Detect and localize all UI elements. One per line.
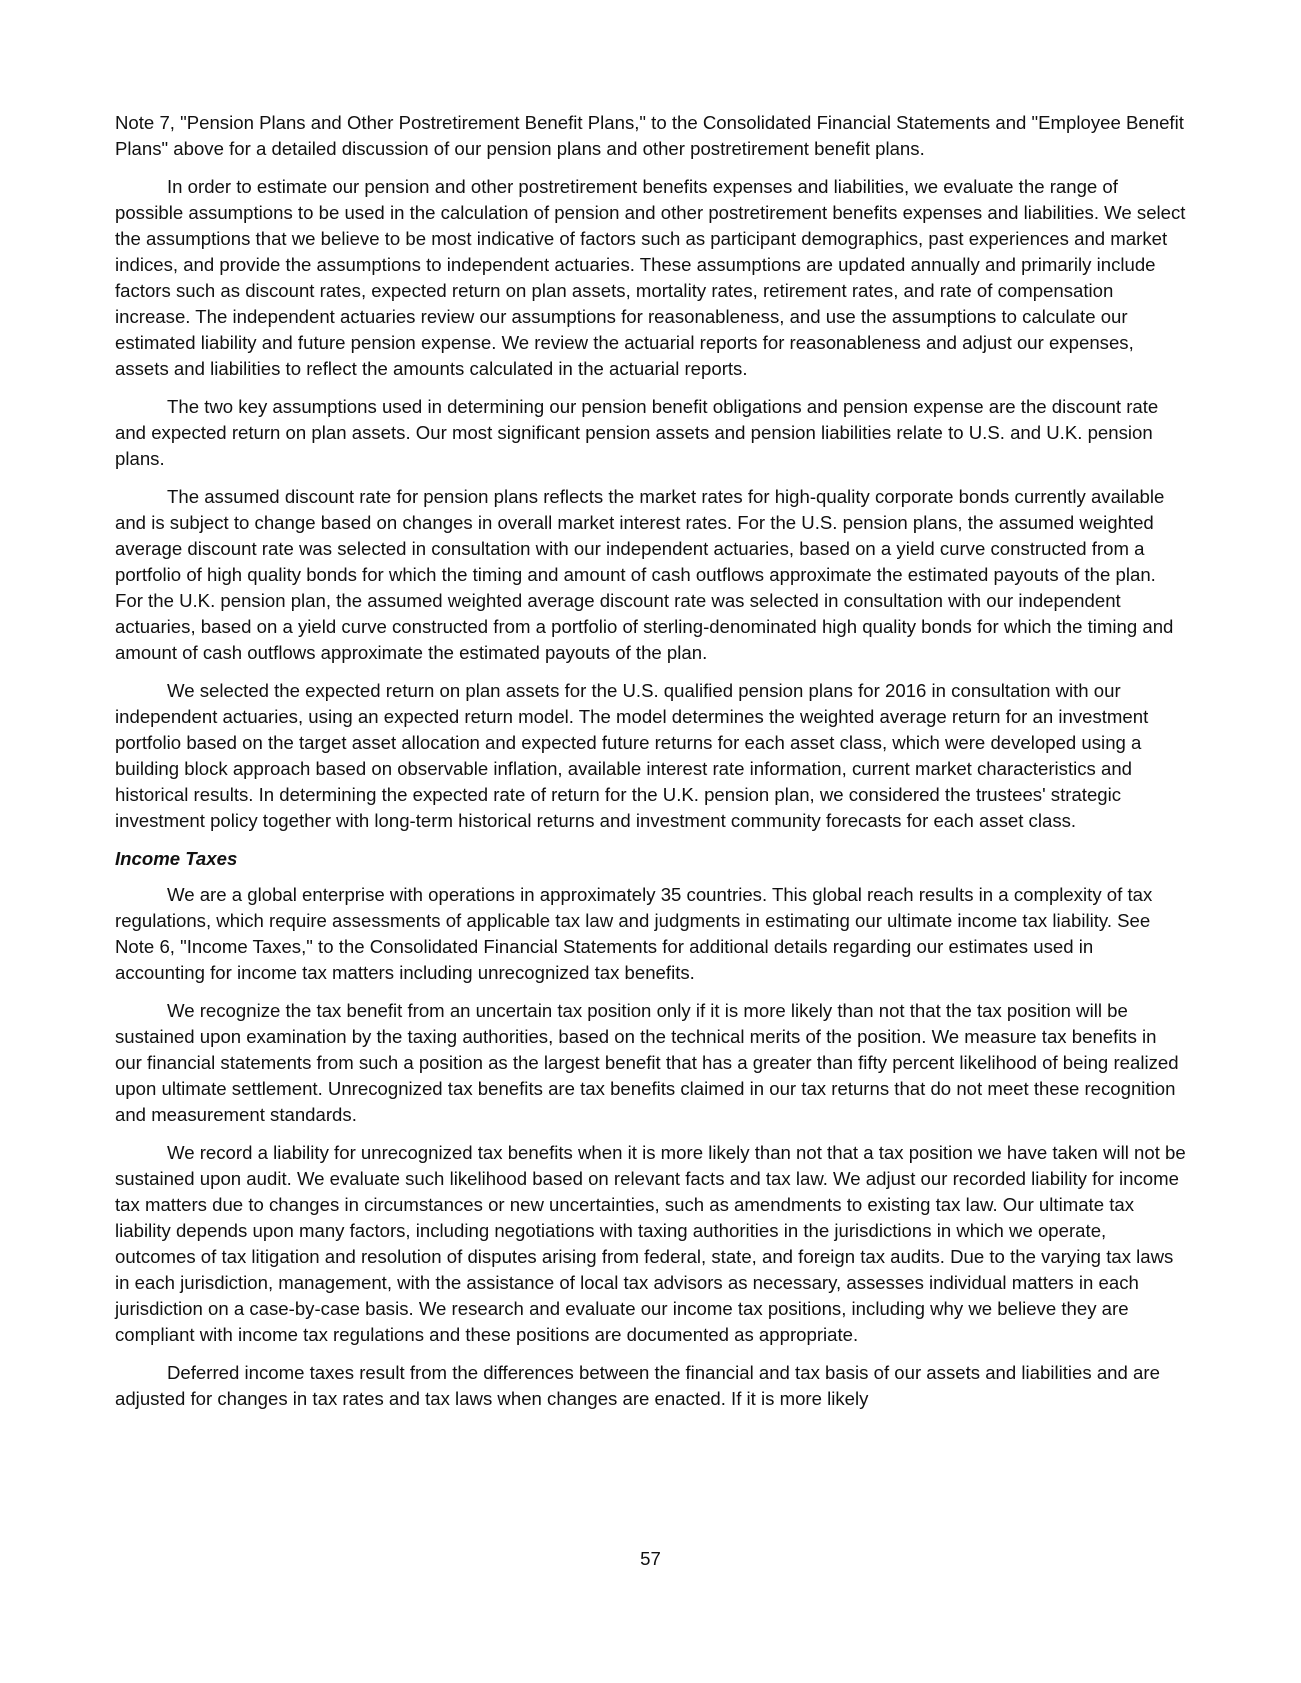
- paragraph-unrecognized-tax-liability: We record a liability for unrecognized tax benefits when it is more likely than not that a tax position we have taken will not be sustained upon audit. We evaluate such likelihood based on relevant facts and tax law. We adjust our recorded liability for income tax matters due to changes in circumstances or new uncertainties, such as amendments to existing tax law. Our ultimate tax liability depends upon many factors, including negotiations with taxing authorities in the jurisdictions in which we operate, outcomes of tax litigation and resolution of disputes arising from federal, state, and foreign tax audits. Due to the varying tax laws in each jurisdiction, management, with the assistance of local tax advisors as necessary, assesses individual matters in each jurisdiction on a case-by-case basis. We research and evaluate our income tax positions, including why we believe they are compliant with income tax regulations and these positions are documented as appropriate.: [115, 1142, 1186, 1345]
- paragraph-pension-assumptions: In order to estimate our pension and other postretirement benefits expenses and liabilities, we evaluate the range of possible assumptions to be used in the calculation of pension and other postretirement benefits expenses and liabilities. We select the assumptions that we believe to be most indicative of factors such as participant demographics, past experiences and market indices, and provide the assumptions to independent actuaries. These assumptions are updated annually and primarily include factors such as discount rates, expected return on plan assets, mortality rates, retirement rates, and rate of compensation increase. The independent actuaries review our assumptions for reasonableness, and use the assumptions to calculate our estimated liability and future pension expense. We review the actuarial reports for reasonableness and adjust our expenses, assets and liabilities to reflect the amounts calculated in the actuarial reports.: [115, 176, 1186, 379]
- document-body: [115, 110, 1187, 1424]
- paragraph-deferred-income-taxes: Deferred income taxes result from the differences between the financial and tax basis of our assets and liabilities and are adjusted for changes in tax rates and tax laws when changes are enacted. If it is more likely: [115, 1362, 1160, 1409]
- page-number: 57: [640, 1548, 661, 1569]
- paragraph-key-assumptions: The two key assumptions used in determining our pension benefit obligations and pension expense are the discount rate and expected return on plan assets. Our most significant pension assets and pension liabilities relate to U.S. and U.K. pension plans.: [115, 396, 1159, 469]
- paragraph-note-7-reference: Note 7, "Pension Plans and Other Postretirement Benefit Plans," to the Consolidated Financial Statements and "Employee Benefit Plans" above for a detailed discussion of our pension plans and other postretirement benefit plans.: [115, 112, 1184, 159]
- paragraph-discount-rate: The assumed discount rate for pension plans reflects the market rates for high-quality corporate bonds currently available and is subject to change based on changes in overall market interest rates. For the U.S. pension plans, the assumed weighted average discount rate was selected in consultation with our independent actuaries, based on a yield curve constructed from a portfolio of high quality bonds for which the timing and amount of cash outflows approximate the estimated payouts of the plan. For the U.K. pension plan, the assumed weighted average discount rate was selected in consultation with our independent actuaries, based on a yield curve constructed from a portfolio of sterling-denominated high quality bonds for which the timing and amount of cash outflows approximate the estimated payouts of the plan.: [115, 486, 1174, 663]
- paragraph-uncertain-tax-position: We recognize the tax benefit from an uncertain tax position only if it is more likely than not that the tax position will be sustained upon examination by the taxing authorities, based on the technical merits of the position. We measure tax benefits in our financial statements from such a position as the largest benefit that has a greater than fifty percent likelihood of being realized upon ultimate settlement. Unrecognized tax benefits are tax benefits claimed in our tax returns that do not meet these recognition and measurement standards.: [115, 1000, 1179, 1125]
- paragraph-expected-return: We selected the expected return on plan assets for the U.S. qualified pension plans for 2016 in consultation with our independent actuaries, using an expected return model. The model determines the weighted average return for an investment portfolio based on the target asset allocation and expected future returns for each asset class, which were developed using a building block approach based on observable inflation, available interest rate information, current market characteristics and historical results. In determining the expected rate of return for the U.K. pension plan, we considered the trustees' strategic investment policy together with long-term historical returns and investment community forecasts for each asset class.: [115, 680, 1149, 831]
- paragraph-global-enterprise: We are a global enterprise with operations in approximately 35 countries. This global reach results in a complexity of tax regulations, which require assessments of applicable tax law and judgments in estimating our ultimate income tax liability. See Note 6, "Income Taxes," to the Consolidated Financial Statements for additional details regarding our estimates used in accounting for income tax matters including unrecognized tax benefits.: [115, 884, 1153, 983]
- section-heading-income-taxes: Income Taxes: [115, 848, 238, 869]
